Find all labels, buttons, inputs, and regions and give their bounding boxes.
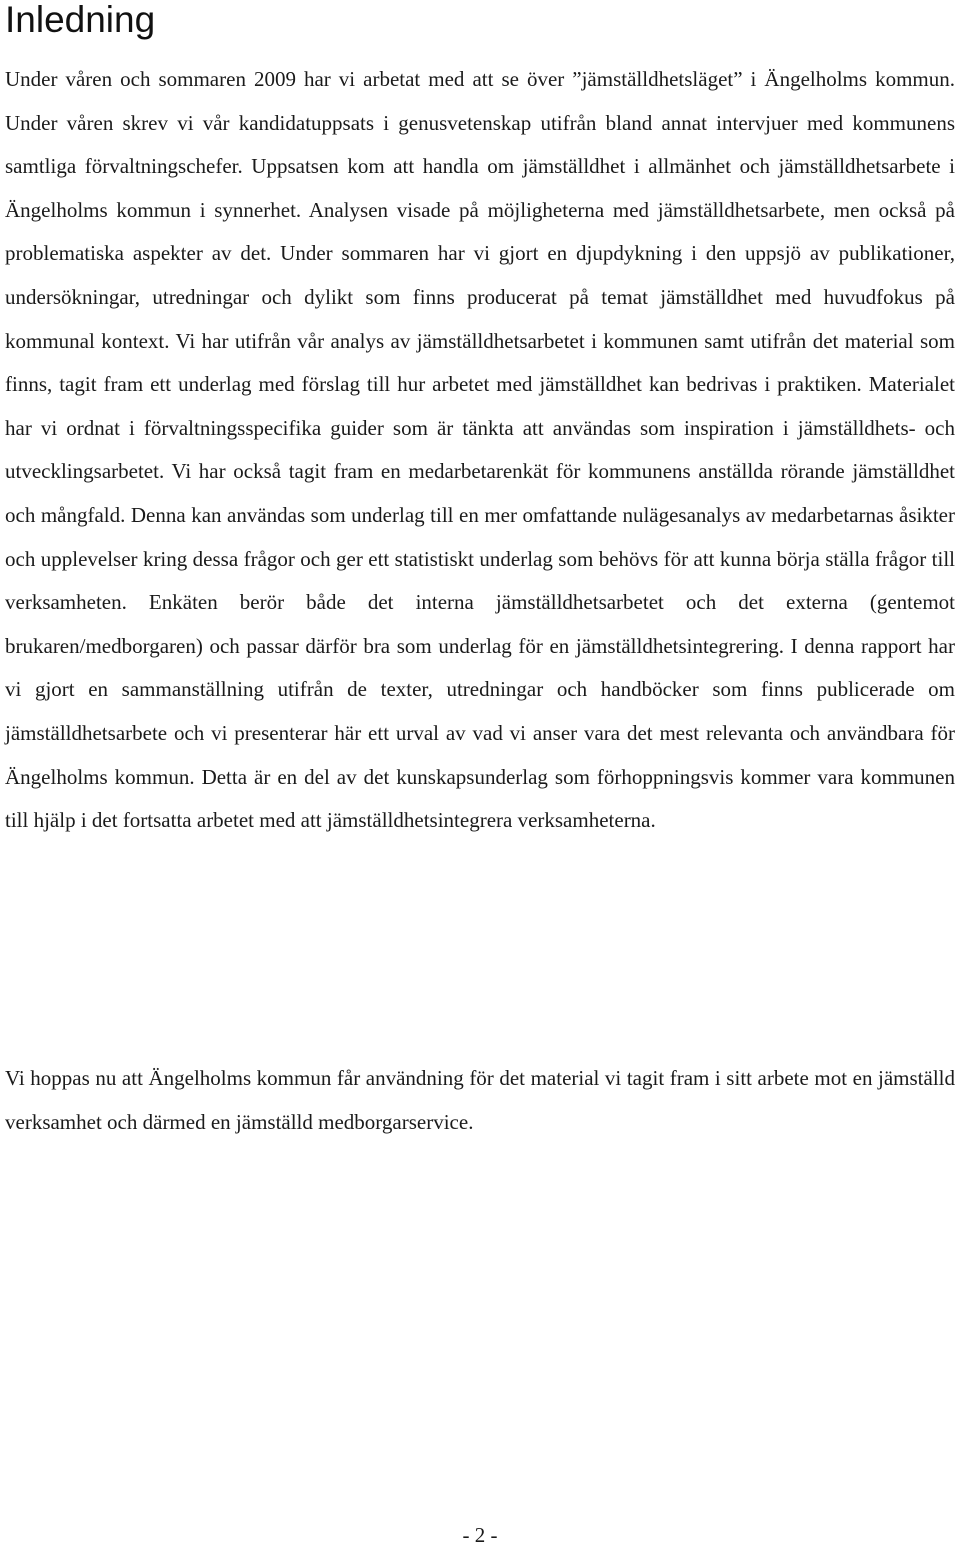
page-number: - 2 - xyxy=(462,1523,498,1547)
closing-paragraph: Vi hoppas nu att Ängelholms kommun får användning för det material vi tagit fram i sitt arbete mot en jämställd verksamhet och därmed en jämställd medborgarservice. xyxy=(5,1066,955,1134)
page-footer xyxy=(0,1522,960,1548)
section-heading: Inledning xyxy=(5,0,156,40)
intro-paragraph: Under våren och sommaren 2009 har vi arbetat med att se över ”jämställdhetsläget” i Ängelholms kommun. Under våren skrev vi vår kandidatuppsats i genusvetenskap utifrån bland annat intervjuer med kommunens samtliga förvaltningschefer. Uppsatsen kom att handla om jämställdhet i allmänhet och jämställdhetsarbete i Ängelholms kommun i synnerhet. Analysen visade på möjligheterna med jämställdhetsarbete, men också på problematiska aspekter av det. Under sommaren har vi gjort en djupdykning i den uppsjö av publikationer, undersökningar, utredningar och dylikt som finns producerat på temat jämställdhet med huvudfokus på kommunal kontext. Vi har utifrån vår analys av jämställdhetsarbetet i kommunen samt utifrån det material som finns, tagit fram ett underlag med förslag till hur arbetet med jämställdhet kan bedrivas i praktiken. Materialet har vi ordnat i förvaltningsspecifika guider som är tänkta att användas som inspiration i jämställdhets- och utvecklingsarbetet. Vi har också tagit fram en medarbetarenkät för kommunens anställda rörande jämställdhet och mångfald. Denna kan användas som underlag till en mer omfattande nulägesanalys av medarbetarnas åsikter och upplevelser kring dessa frågor och ger ett statistiskt underlag som behövs för att kunna börja ställa frågor till verksamheten. Enkäten berör både det interna jämställdhetsarbetet och det externa (gentemot brukaren/medborgaren) och passar därför bra som underlag för en jämställdhetsintegrering. I denna rapport har vi gjort en sammanställning utifrån de texter, utredningar och handböcker som finns publicerade om jämställdhetsarbete och vi presenterar här ett urval av vad vi anser vara det mest relevanta och användbara för Ängelholms kommun. Detta är en del av det kunskapsunderlag som förhoppningsvis kommer vara kommunen till hjälp i det fortsatta arbetet med att jämställdhetsintegrera verksamheterna. xyxy=(5,67,955,833)
